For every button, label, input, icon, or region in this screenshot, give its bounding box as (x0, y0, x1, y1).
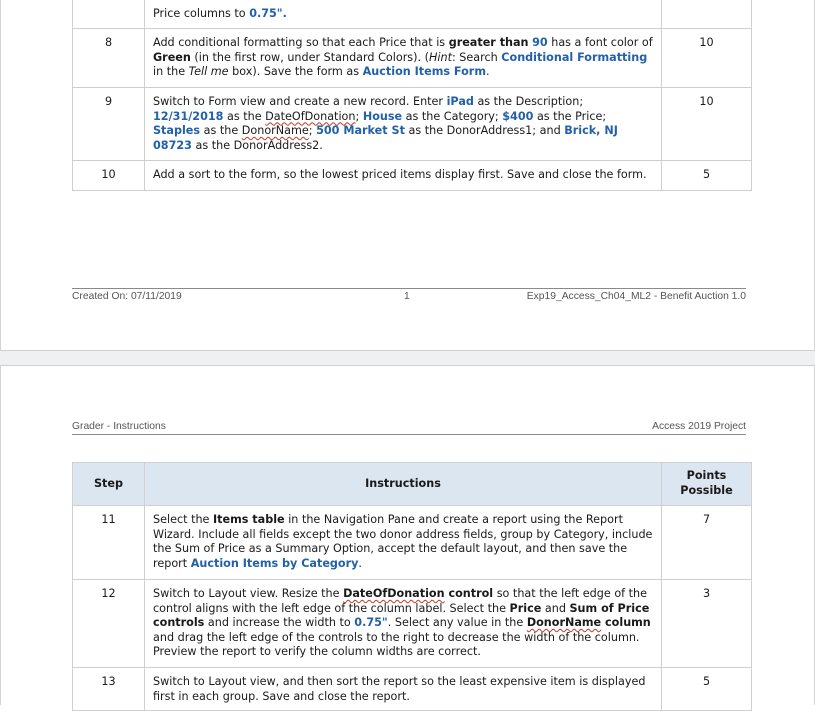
step-points: 10 (662, 88, 752, 161)
table-row-step-13 (73, 668, 752, 711)
step-number: 11 (73, 506, 145, 580)
step-points: 7 (662, 506, 752, 580)
step-points: 5 (662, 668, 752, 711)
page-number: 1 (404, 291, 410, 302)
table-row-partial (73, 0, 752, 29)
page-separator (0, 351, 815, 365)
instructions-table-continued (72, 0, 752, 191)
table-header-row (73, 463, 752, 506)
table-row-step-12 (73, 580, 752, 668)
step-number: 10 (73, 161, 145, 191)
column-header-instructions: Instructions (145, 463, 662, 506)
step-instructions: Add conditional formatting so that each Price that is greater than 90 has a font color of Green (in the first row, under Standard Colors). (Hint: Search Conditional Formatting in the Tell me box). Save the form as Auction Items Form. (145, 29, 662, 88)
step-points: 10 (662, 29, 752, 88)
table-row-step-9 (73, 88, 752, 161)
step-points: 5 (662, 161, 752, 191)
partial-instruction-value: 0.75". (249, 7, 287, 21)
partial-instruction-text: Price columns to (153, 7, 250, 21)
document-page-2 (0, 365, 815, 705)
step-points: 3 (662, 580, 752, 668)
step-number: 8 (73, 29, 145, 88)
column-header-points: Points Possible (662, 463, 752, 506)
header-right: Access 2019 Project (652, 421, 746, 432)
page-footer (72, 288, 746, 302)
step-number: 13 (73, 668, 145, 711)
step-number: 9 (73, 88, 145, 161)
document-page-1 (0, 0, 815, 351)
instructions-table (72, 462, 752, 711)
step-instructions: Select the Items table in the Navigation Pane and create a report using the Report Wizard. Include all fields except the two donor address fields, group by Category, include the Sum of Price as a Summary Option, accept the default layout, and then save the report Auction Items by Category. (145, 506, 662, 580)
header-left: Grader - Instructions (72, 421, 166, 432)
step-instructions: Add a sort to the form, so the lowest priced items display first. Save and close the form. (145, 161, 662, 191)
table-row-step-8 (73, 29, 752, 88)
column-header-step: Step (73, 463, 145, 506)
step-instructions: Switch to Layout view. Resize the DateOfDonation control so that the left edge of the control aligns with the left edge of the column label. Select the Price and Sum of Price controls and increase the width to 0.75". Select any value in the DonorName column and drag the left edge of the controls to the right to decrease the width of the column. Preview the report to verify the column widths are correct. (145, 580, 662, 668)
document-filename: Exp19_Access_Ch04_ML2 - Benefit Auction 1.0 (526, 291, 746, 302)
table-row-step-10 (73, 161, 752, 191)
table-row-step-11 (73, 506, 752, 580)
created-date: Created On: 07/11/2019 (72, 291, 182, 302)
step-instructions: Switch to Layout view, and then sort the report so the least expensive item is displayed first in each group. Save and close the report. (145, 668, 662, 711)
step-number: 12 (73, 580, 145, 668)
step-instructions: Switch to Form view and create a new record. Enter iPad as the Description; 12/31/2018 as the DateOfDonation; House as the Category; $400 as the Price; Staples as the DonorName; 500 Market St as the DonorAddress1; and Brick, NJ 08723 as the DonorAddress2. (145, 88, 662, 161)
page-header (72, 421, 746, 435)
